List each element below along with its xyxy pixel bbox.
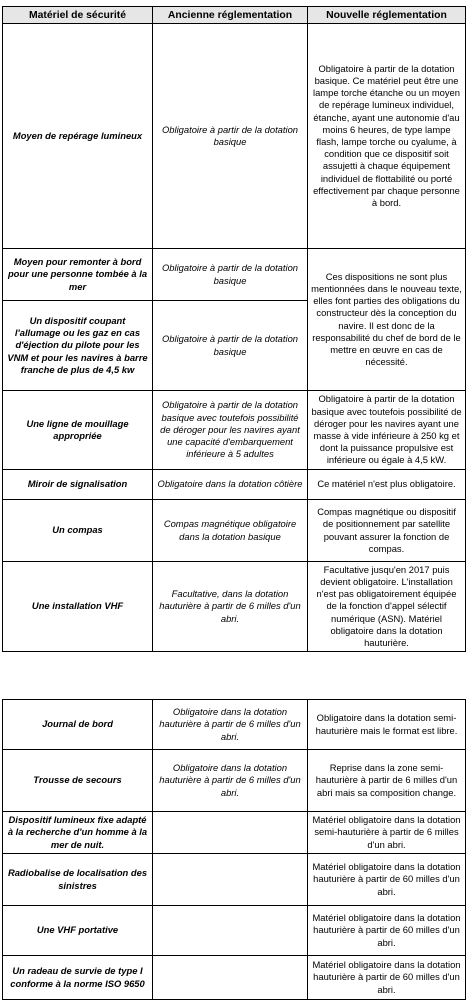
cell-nouvelle: Ce matériel n'est plus obligatoire. xyxy=(308,470,466,500)
cell-ancienne: Obligatoire à partir de la dotation basique xyxy=(153,249,308,301)
table-row xyxy=(3,750,466,812)
header-row xyxy=(3,7,466,24)
table-row xyxy=(3,500,466,562)
table-row xyxy=(3,700,466,750)
cell-ancienne: Facultative, dans la dotation hauturière à partir de 6 milles d'un abri. xyxy=(153,562,308,652)
table-row xyxy=(3,391,466,470)
cell-nouvelle: Ces dispositions ne sont plus mentionnées dans le nouveau texte, elles font parties des obligations du constructeur dès la conception du navire. Il est donc de la responsabilité du chef de bord de le mettre en œuvre en cas de nécessité. xyxy=(308,249,466,391)
cell-materiel: Un dispositif coupant l'allumage ou les gaz en cas d'éjection du pilote pour les VNM et pour les navires à barre franche de plus de 4,5 kw xyxy=(3,301,153,391)
cell-materiel: Un radeau de survie de type I conforme à la norme ISO 9650 xyxy=(3,956,153,1000)
cell-materiel: Une VHF portative xyxy=(3,906,153,956)
cell-nouvelle: Reprise dans la zone semi-hauturière à partir de 6 milles d'un abri mais sa composition change. xyxy=(308,750,466,812)
cell-materiel: Une ligne de mouillage appropriée xyxy=(3,391,153,470)
cell-nouvelle: Matériel obligatoire dans la dotation hauturière à partir de 60 milles d'un abri. xyxy=(308,854,466,906)
cell-nouvelle: Matériel obligatoire dans la dotation semi-hauturière à partir de 6 milles d'un abri. xyxy=(308,812,466,854)
cell-ancienne: Obligatoire à partir de la dotation basique xyxy=(153,24,308,249)
cell-materiel: Miroir de signalisation xyxy=(3,470,153,500)
cell-ancienne xyxy=(153,812,308,854)
safety-equipment-table xyxy=(2,6,466,652)
cell-ancienne xyxy=(153,854,308,906)
cell-ancienne: Obligatoire à partir de la dotation basique avec toutefois possibilité de déroger pour les navires ayant une capacité d'embarquement inférieure à 5 adultes xyxy=(153,391,308,470)
cell-nouvelle: Matériel obligatoire dans la dotation hauturière à partir de 60 milles d'un abri. xyxy=(308,906,466,956)
table-row xyxy=(3,562,466,652)
cell-materiel: Une installation VHF xyxy=(3,562,153,652)
table-row xyxy=(3,470,466,500)
cell-ancienne: Obligatoire dans la dotation côtière xyxy=(153,470,308,500)
cell-ancienne xyxy=(153,906,308,956)
cell-materiel: Dispositif lumineux fixe adapté à la recherche d'un homme à la mer de nuit. xyxy=(3,812,153,854)
cell-materiel: Radiobalise de localisation des sinistres xyxy=(3,854,153,906)
table-row xyxy=(3,249,466,301)
cell-materiel: Un compas xyxy=(3,500,153,562)
header-ancienne: Ancienne réglementation xyxy=(153,7,308,24)
cell-nouvelle: Obligatoire à partir de la dotation basique. Ce matériel peut être une lampe torche étanche ou un moyen de repérage lumineux individuel, étanche, ayant une autonomie d'au moins 6 heures, de type lampe flash, lampe torche ou cyalume, à condition que ce dispositif soit assujetti à chaque équipement individuel de flottabilité ou porté effectivement par chaque personne à bord. xyxy=(308,24,466,249)
cell-nouvelle: Matériel obligatoire dans la dotation hauturière à partir de 60 milles d'un abri. xyxy=(308,956,466,1000)
safety-equipment-table-continued xyxy=(2,699,466,1000)
cell-ancienne: Obligatoire à partir de la dotation basique xyxy=(153,301,308,391)
cell-materiel: Journal de bord xyxy=(3,700,153,750)
cell-ancienne: Compas magnétique obligatoire dans la dotation basique xyxy=(153,500,308,562)
table-row xyxy=(3,24,466,249)
cell-nouvelle: Obligatoire à partir de la dotation basique avec toutefois possibilité de déroger pour les navires ayant une masse à vide inférieure à 250 kg et dont la puissance propulsive est inférieure ou égale à 4,5 kW. xyxy=(308,391,466,470)
table-row xyxy=(3,812,466,854)
cell-materiel: Trousse de secours xyxy=(3,750,153,812)
cell-ancienne xyxy=(153,956,308,1000)
cell-materiel: Moyen de repérage lumineux xyxy=(3,24,153,249)
cell-nouvelle: Obligatoire dans la dotation semi-hauturière mais le format est libre. xyxy=(308,700,466,750)
table-row xyxy=(3,956,466,1000)
cell-ancienne: Obligatoire dans la dotation hauturière à partir de 6 milles d'un abri. xyxy=(153,750,308,812)
page-break xyxy=(2,693,465,694)
cell-nouvelle: Compas magnétique ou dispositif de positionnement par satellite pouvant assurer la fonction de compas. xyxy=(308,500,466,562)
table-row xyxy=(3,854,466,906)
table-row xyxy=(3,906,466,956)
cell-materiel: Moyen pour remonter à bord pour une personne tombée à la mer xyxy=(3,249,153,301)
header-nouvelle: Nouvelle réglementation xyxy=(308,7,466,24)
cell-ancienne: Obligatoire dans la dotation hauturière à partir de 6 milles d'un abri. xyxy=(153,700,308,750)
header-materiel: Matériel de sécurité xyxy=(3,7,153,24)
cell-nouvelle: Facultative jusqu'en 2017 puis devient obligatoire. L'installation n'est pas obligatoirement équipée de la fonction d'appel sélectif numérique (ASN). Matériel obligatoire dans la dotation hauturière. xyxy=(308,562,466,652)
